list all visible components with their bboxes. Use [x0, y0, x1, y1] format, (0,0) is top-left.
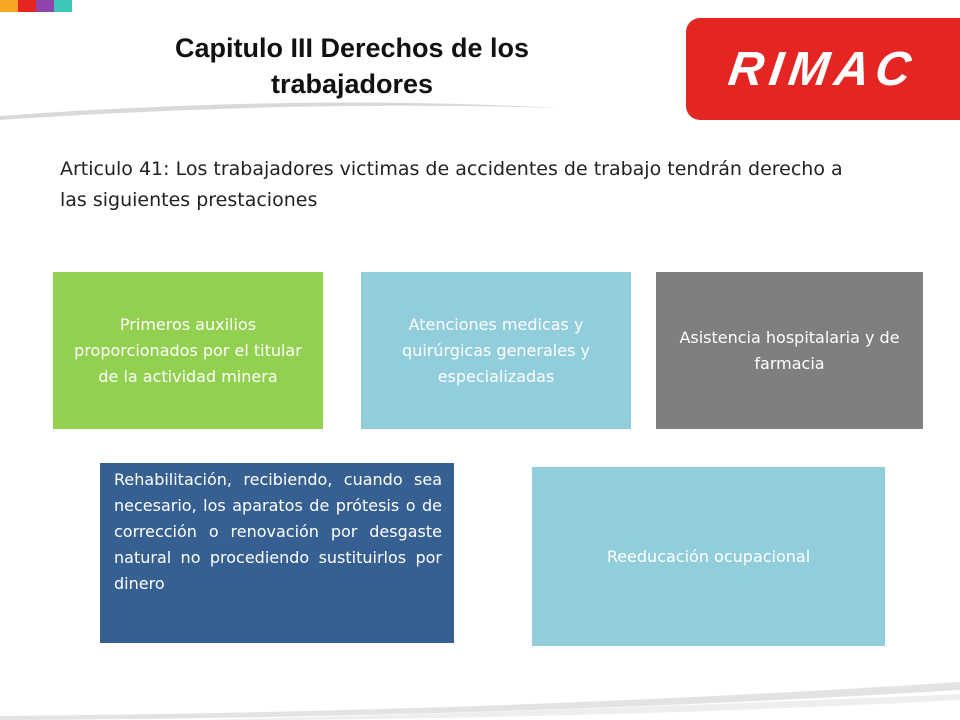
page-title: Capitulo III Derechos de los trabajadores	[174, 33, 530, 99]
logo-text: RIMAC	[725, 42, 921, 96]
benefit-hospital-pharmacy: Asistencia hospitalaria y de farmacia	[656, 272, 923, 429]
rimac-logo	[686, 18, 960, 120]
benefit-first-aid: Primeros auxilios proporcionados por el titular de la actividad minera	[53, 272, 323, 429]
accent-square-orange	[0, 0, 18, 12]
article-text: Articulo 41: Los trabajadores victimas de accidentes de trabajo tendrán derecho a las siguientes prestaciones	[60, 158, 843, 211]
accent-square-teal	[54, 0, 72, 12]
title-underline-swoosh	[0, 86, 600, 126]
benefit-occupational-reeducation: Reeducación ocupacional	[532, 467, 885, 646]
bottom-swoosh	[0, 660, 960, 720]
benefit-medical-care: Atenciones medicas y quirúrgicas generales y especializadas	[361, 272, 631, 429]
accent-square-red	[18, 0, 36, 12]
accent-square-purple	[36, 0, 54, 12]
benefit-rehabilitation: Rehabilitación, recibiendo, cuando sea necesario, los aparatos de prótesis o de corrección o renovación por desgaste natural no procediendo sustituirlos por dinero	[100, 463, 454, 643]
